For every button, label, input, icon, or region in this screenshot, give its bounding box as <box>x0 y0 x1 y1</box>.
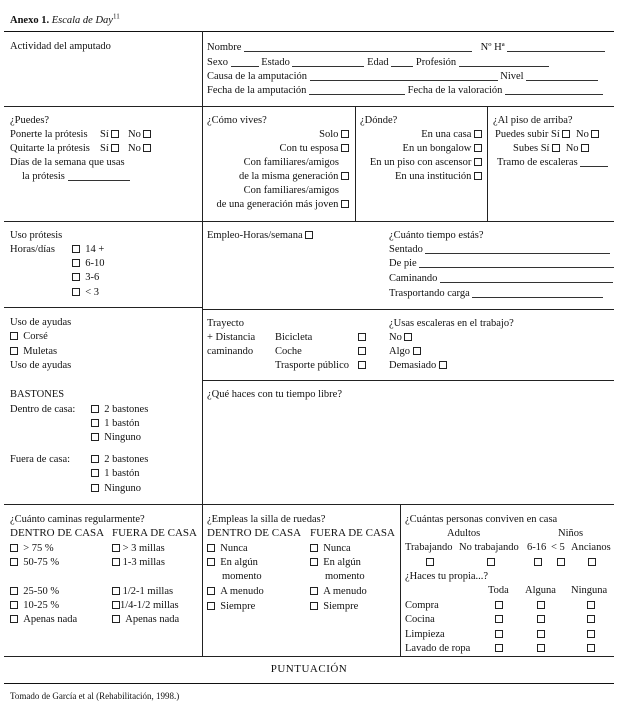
sf-menudo: A menudo <box>310 585 367 598</box>
propia-title: ¿Haces tu propia...? <box>405 571 489 582</box>
piso-subir-no-checkbox[interactable] <box>591 130 599 138</box>
donde-bongalow-checkbox[interactable] <box>474 144 482 152</box>
uso-opt-4-checkbox[interactable] <box>72 288 80 296</box>
puedes-title: ¿Puedes? <box>10 115 50 126</box>
cf-3-checkbox[interactable] <box>112 601 120 609</box>
cocina-toda-checkbox[interactable] <box>495 615 503 623</box>
tiempo-caminando: Caminando <box>389 272 613 285</box>
trayecto-bici: Bicicleta <box>275 332 313 343</box>
caminando-field[interactable] <box>440 272 613 283</box>
fuera-1-checkbox[interactable] <box>91 469 99 477</box>
cf-0-checkbox[interactable] <box>112 544 120 552</box>
conviven-6-16: 6-16 <box>527 542 547 553</box>
donde-casa-checkbox[interactable] <box>474 130 482 138</box>
fuera-1: 1 bastón <box>91 467 140 480</box>
donde-casa: En una casa <box>358 128 482 141</box>
trayecto-coche: Coche <box>275 346 302 357</box>
piso-tramo: Tramo de escaleras <box>497 156 608 169</box>
compra-toda-checkbox[interactable] <box>495 601 503 609</box>
uso-horas: Horas/días <box>10 244 55 255</box>
cf-1: 1-3 millas <box>112 556 165 569</box>
cd-4-checkbox[interactable] <box>10 615 18 623</box>
actividad-label: Actividad del amputado <box>10 41 111 52</box>
sd-siempre-checkbox[interactable] <box>207 602 215 610</box>
tiempo-pie: De pie <box>389 257 614 270</box>
donde-institucion: En una institución <box>358 170 482 183</box>
dentro-2: 2 bastones <box>91 403 148 416</box>
donde-piso: En un piso con ascensor <box>358 156 482 169</box>
piso-subir: Puedes subir Sí No <box>495 128 599 141</box>
quitar-no-checkbox[interactable] <box>143 144 151 152</box>
escaleras-demasiado: Demasiado <box>389 359 447 372</box>
escaleras-no-checkbox[interactable] <box>404 333 412 341</box>
cocina-alguna-checkbox[interactable] <box>537 615 545 623</box>
bici-checkbox[interactable] <box>358 333 366 341</box>
silla-dentro: DENTRO DE CASA <box>207 527 302 539</box>
nombre-row: Nombre Nº Hª <box>207 41 605 54</box>
ayudas-muletas: Muletas <box>10 345 57 358</box>
sentado-field[interactable] <box>425 243 610 254</box>
row-divider-2 <box>4 221 614 222</box>
vives-solo: Solo <box>205 128 349 141</box>
tiempo-sentado: Sentado <box>389 243 610 256</box>
ancianos-checkbox[interactable] <box>588 558 596 566</box>
propia-col-alguna: Alguna <box>525 585 556 596</box>
cf-4: Apenas nada <box>112 613 179 626</box>
escaleras-no: No <box>389 331 412 344</box>
row-divider-1 <box>4 106 614 107</box>
caminas-fuera: FUERA DE CASA <box>112 527 197 539</box>
vives-familiares-1: Con familiares/amigos <box>243 157 339 168</box>
col-divider-piso <box>487 106 488 221</box>
bastones-title: BASTONES <box>10 389 65 400</box>
footer-source: Tomado de García et al (Rehabilitación, 1998.) <box>10 691 180 701</box>
dentro-1-checkbox[interactable] <box>91 419 99 427</box>
piso-subes-no-checkbox[interactable] <box>581 144 589 152</box>
donde-bongalow: En un bongalow <box>358 142 482 155</box>
caminas-title: ¿Cuánto caminas regularmente? <box>10 514 145 525</box>
cf-1-checkbox[interactable] <box>112 558 120 566</box>
limpieza-alguna-checkbox[interactable] <box>537 630 545 638</box>
cf-2: 1/2-1 millas <box>112 585 173 598</box>
conviven-no-trabajando: No trabajando <box>459 542 519 553</box>
quitar-si-checkbox[interactable] <box>111 144 119 152</box>
fuera-2-checkbox[interactable] <box>91 455 99 463</box>
silla-fuera: FUERA DE CASA <box>310 527 395 539</box>
tiempo-title: ¿Cuánto tiempo estás? <box>389 230 484 241</box>
vives-joven-checkbox[interactable] <box>341 200 349 208</box>
lavado-ninguna-checkbox[interactable] <box>587 644 595 652</box>
cf-4-checkbox[interactable] <box>112 615 120 623</box>
dentro-0: Ninguno <box>91 431 141 444</box>
vives-esposa: Con tu esposa <box>205 142 349 155</box>
row-divider-3 <box>4 504 614 505</box>
conviven-title: ¿Cuántas personas conviven en casa <box>405 514 558 525</box>
ayudas-divider <box>4 307 202 308</box>
trayecto-divider <box>202 309 614 310</box>
poner-si-checkbox[interactable] <box>111 130 119 138</box>
ayudas-title-2: Uso de ayudas <box>10 360 72 371</box>
lavado-alguna-checkbox[interactable] <box>537 644 545 652</box>
donde-institucion-checkbox[interactable] <box>474 172 482 180</box>
cocina-ninguna-checkbox[interactable] <box>587 615 595 623</box>
sd-nunca: Nunca <box>207 542 248 555</box>
quitar-row: Quitarte la prótesis Sí No <box>10 142 90 155</box>
pie-field[interactable] <box>419 257 614 268</box>
cd-0-checkbox[interactable] <box>10 544 18 552</box>
libre-divider <box>202 380 614 381</box>
cd-1: 50-75 % <box>10 556 59 569</box>
publico-checkbox[interactable] <box>358 361 366 369</box>
compra-ninguna-checkbox[interactable] <box>587 601 595 609</box>
poner-row: Ponerte la prótesis Sí No <box>10 128 88 141</box>
empleo-checkbox[interactable] <box>305 231 313 239</box>
sd-siempre: Siempre <box>207 600 255 613</box>
tiempo-carga: Trasportando carga <box>389 287 603 300</box>
conviven-ancianos: Ancianos <box>571 542 611 553</box>
bastones-dentro: Dentro de casa: <box>10 404 76 415</box>
fecha-val-field[interactable] <box>505 84 603 95</box>
limpieza-toda-checkbox[interactable] <box>495 630 503 638</box>
empleo: Empleo-Horas/semana <box>207 229 313 242</box>
sf-algun-checkbox[interactable] <box>310 558 318 566</box>
conviven-lt5: < 5 <box>551 542 565 553</box>
fuera-2: 2 bastones <box>91 453 148 466</box>
sf-siempre: Siempre <box>310 600 358 613</box>
uso-opt-2-checkbox[interactable] <box>72 259 80 267</box>
fuera-0-checkbox[interactable] <box>91 484 99 492</box>
sd-algun-checkbox[interactable] <box>207 558 215 566</box>
causa-field[interactable] <box>310 70 498 81</box>
conviven-ninos: Niños <box>558 528 584 539</box>
propia-row-lavado: Lavado de ropa <box>405 643 471 654</box>
uso-opt-4: < 3 <box>72 286 99 299</box>
lavado-toda-checkbox[interactable] <box>495 644 503 652</box>
cd-3-checkbox[interactable] <box>10 601 18 609</box>
piso-title: ¿Al piso de arriba? <box>493 115 573 126</box>
sd-menudo: A menudo <box>207 585 264 598</box>
cd-3: 10-25 % <box>10 599 59 612</box>
fecha-row: Fecha de la amputación Fecha de la valoración <box>207 84 603 97</box>
vives-esposa-checkbox[interactable] <box>341 144 349 152</box>
libre-question: ¿Qué haces con tu tiempo libre? <box>207 389 342 400</box>
conviven-trabajando: Trabajando <box>405 542 453 553</box>
sd-momento: momento <box>222 571 262 582</box>
muletas-checkbox[interactable] <box>10 347 18 355</box>
bastones-fuera: Fuera de casa: <box>10 454 71 465</box>
r2-checkbox[interactable] <box>557 558 565 566</box>
limpieza-ninguna-checkbox[interactable] <box>587 630 595 638</box>
nh-field[interactable] <box>507 41 605 52</box>
escaleras-algo: Algo <box>389 345 421 358</box>
col-divider-1 <box>202 31 203 656</box>
col-divider-donde <box>355 106 356 221</box>
nombre-field[interactable] <box>244 41 472 52</box>
uso-opt-3: 3-6 <box>72 271 99 284</box>
vives-title: ¿Cómo vives? <box>207 115 267 126</box>
sd-nunca-checkbox[interactable] <box>207 544 215 552</box>
puntuacion-label: PUNTUACIÓN <box>270 663 348 675</box>
row-divider-4 <box>4 656 614 657</box>
piso-subes: Subes Sí No <box>513 142 589 155</box>
tramo-field[interactable] <box>580 156 608 167</box>
propia-row-compra: Compra <box>405 600 439 611</box>
bottom-rule <box>4 683 614 684</box>
propia-row-cocina: Cocina <box>405 614 435 625</box>
vives-joven: de una generación más joven <box>205 198 349 211</box>
trayecto-publico: Trasporte público <box>275 360 349 371</box>
sf-menudo-checkbox[interactable] <box>310 587 318 595</box>
fuera-0: Ninguno <box>91 482 141 495</box>
propia-row-limpieza: Limpieza <box>405 629 445 640</box>
dias-field[interactable] <box>68 170 130 181</box>
fecha-amp-field[interactable] <box>309 84 405 95</box>
dias-row: la prótesis <box>22 170 130 183</box>
uso-title: Uso prótesis <box>10 230 63 241</box>
nivel-field[interactable] <box>526 70 598 81</box>
cd-2: 25-50 % <box>10 585 59 598</box>
causa-row: Causa de la amputación Nivel <box>207 70 598 83</box>
vives-misma: de la misma generación <box>205 170 349 183</box>
dentro-1: 1 bastón <box>91 417 140 430</box>
sd-menudo-checkbox[interactable] <box>207 587 215 595</box>
profesion-field[interactable] <box>459 56 549 67</box>
trabajando-checkbox[interactable] <box>426 558 434 566</box>
caminas-dentro: DENTRO DE CASA <box>10 527 105 539</box>
escaleras-title: ¿Usas escaleras en el trabajo? <box>389 318 514 329</box>
uso-opt-2: 6-10 <box>72 257 105 270</box>
vives-familiares-2: Con familiares/amigos <box>243 185 339 196</box>
col-divider-conviven <box>400 504 401 656</box>
cd-1-checkbox[interactable] <box>10 558 18 566</box>
dias-label: Días de la semana que usas <box>10 157 125 168</box>
cd-0: > 75 % <box>10 542 54 555</box>
donde-piso-checkbox[interactable] <box>474 158 482 166</box>
top-rule <box>4 31 614 32</box>
sf-siempre-checkbox[interactable] <box>310 602 318 610</box>
uso-opt-1: 14 + <box>72 243 104 256</box>
piso-subes-si-checkbox[interactable] <box>552 144 560 152</box>
coche-checkbox[interactable] <box>358 347 366 355</box>
piso-subir-si-checkbox[interactable] <box>562 130 570 138</box>
trayecto-l2: + Distancia <box>207 332 256 343</box>
ayudas-title: Uso de ayudas <box>10 317 72 328</box>
propia-col-ninguna: Ninguna <box>571 585 608 596</box>
cd-4: Apenas nada <box>10 613 77 626</box>
trayecto-l3: caminando <box>207 346 254 357</box>
trayecto-l1: Trayecto <box>207 318 244 329</box>
corse-checkbox[interactable] <box>10 332 18 340</box>
donde-title: ¿Dónde? <box>360 115 398 126</box>
cf-0: > 3 millas <box>112 542 165 555</box>
sf-nunca-checkbox[interactable] <box>310 544 318 552</box>
escaleras-algo-checkbox[interactable] <box>413 347 421 355</box>
estado-field[interactable] <box>292 56 364 67</box>
carga-field[interactable] <box>472 287 603 298</box>
cf-3: 1/4-1/2 millas <box>112 599 179 612</box>
sd-algun: En algún <box>207 556 258 569</box>
edad-field[interactable] <box>391 56 413 67</box>
sf-momento: momento <box>325 571 365 582</box>
poner-no-checkbox[interactable] <box>143 130 151 138</box>
conviven-adultos: Adultos <box>447 528 481 539</box>
compra-alguna-checkbox[interactable] <box>537 601 545 609</box>
cd-2-checkbox[interactable] <box>10 587 18 595</box>
document-title: Anexo 1. Escala de Day$^{11}$ <box>10 12 120 26</box>
sf-nunca: Nunca <box>310 542 351 555</box>
r1-checkbox[interactable] <box>534 558 542 566</box>
silla-title: ¿Empleas la silla de ruedas? <box>207 514 326 525</box>
escaleras-demasiado-checkbox[interactable] <box>439 361 447 369</box>
sexo-row: Sexo Estado Edad Profesión <box>207 56 549 69</box>
propia-col-toda: Toda <box>488 585 509 596</box>
vives-solo-checkbox[interactable] <box>341 130 349 138</box>
uso-opt-1-checkbox[interactable] <box>72 245 80 253</box>
vives-misma-checkbox[interactable] <box>341 172 349 180</box>
dentro-2-checkbox[interactable] <box>91 405 99 413</box>
dentro-0-checkbox[interactable] <box>91 433 99 441</box>
uso-opt-3-checkbox[interactable] <box>72 273 80 281</box>
cf-2-checkbox[interactable] <box>112 587 120 595</box>
ayudas-corse: Corsé <box>10 330 48 343</box>
sexo-field[interactable] <box>231 56 259 67</box>
sf-algun: En algún <box>310 556 361 569</box>
no-trabajando-checkbox[interactable] <box>487 558 495 566</box>
